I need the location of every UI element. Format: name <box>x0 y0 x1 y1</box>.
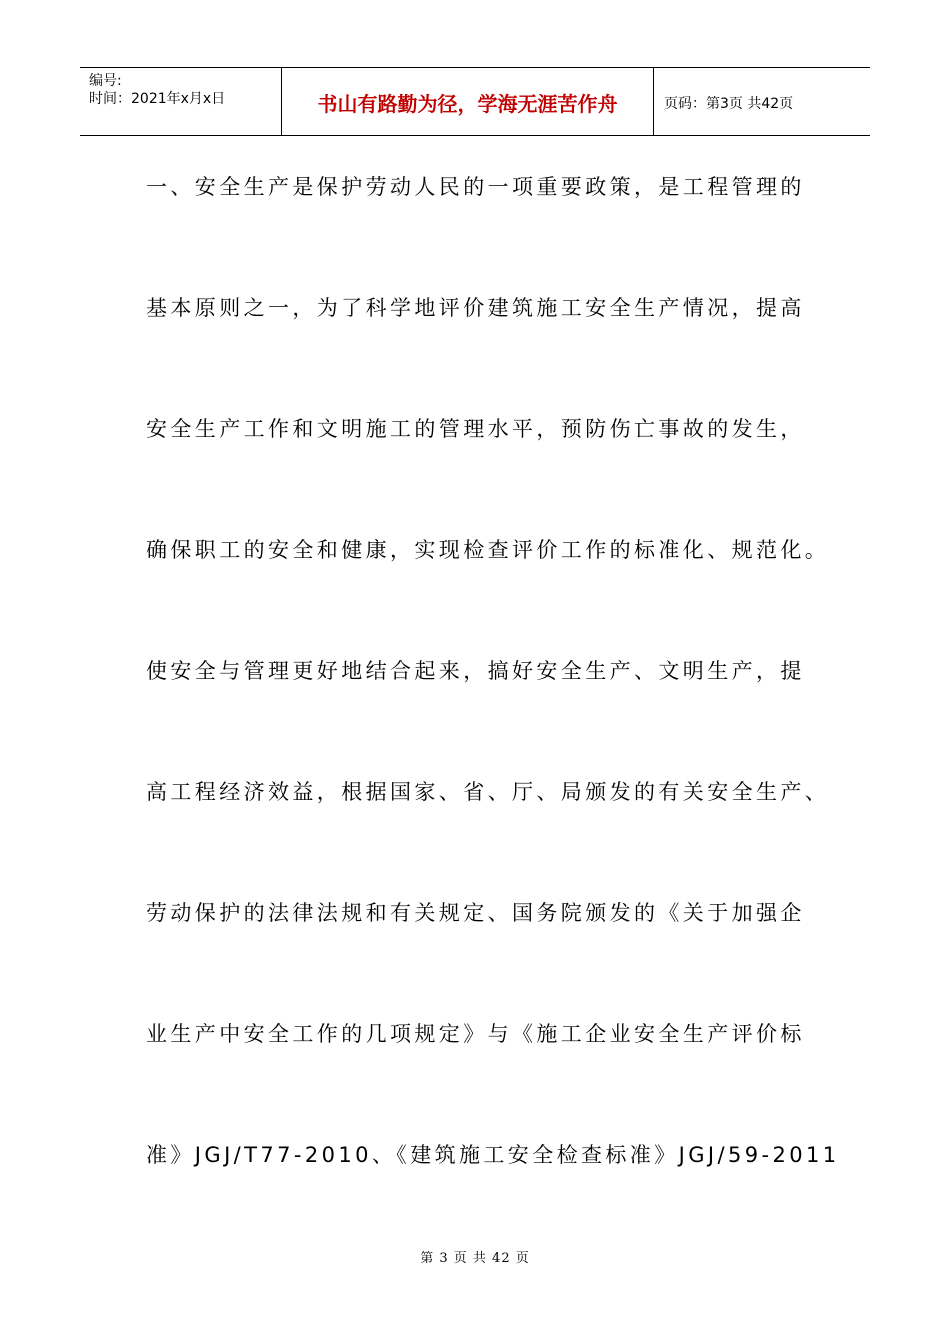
body-line: 安全生产工作和文明施工的管理水平，预防伤亡事故的发生， <box>146 417 805 441</box>
body-line: 高工程经济效益，根据国家、省、厅、局颁发的有关安全生产、 <box>146 780 830 804</box>
body-line: 劳动保护的法律法规和有关规定、国务院颁发的《关于加强企 <box>146 901 805 925</box>
body-line: 基本原则之一，为了科学地评价建筑施工安全生产情况，提高 <box>146 296 805 320</box>
body-line: 准》JGJ/T77-2010、《建筑施工安全检查标准》JGJ/59-2011 <box>146 1143 840 1167</box>
body-line: 一、安全生产是保护劳动人民的一项重要政策，是工程管理的 <box>146 175 805 199</box>
page-header <box>80 67 870 136</box>
header-page-info: 页码：第3页 共42页 <box>664 95 794 112</box>
header-page-cell <box>654 68 870 135</box>
header-motto-cell <box>282 68 654 135</box>
document-date: 时间：2021年x月x日 <box>89 91 226 107</box>
header-motto: 书山有路勤为径，学海无涯苦作舟 <box>317 92 618 116</box>
page-footer: 第 3 页 共 42 页 <box>420 1251 530 1266</box>
body-line: 确保职工的安全和健康，实现检查评价工作的标准化、规范化。 <box>146 538 830 562</box>
header-meta-cell <box>80 68 282 135</box>
body-line: 业生产中安全工作的几项规定》与《施工企业安全生产评价标 <box>146 1022 805 1046</box>
body-line: 使安全与管理更好地结合起来，搞好安全生产、文明生产，提 <box>146 659 805 683</box>
document-number-label: 编号: <box>89 73 122 89</box>
document-body <box>146 170 840 1259</box>
